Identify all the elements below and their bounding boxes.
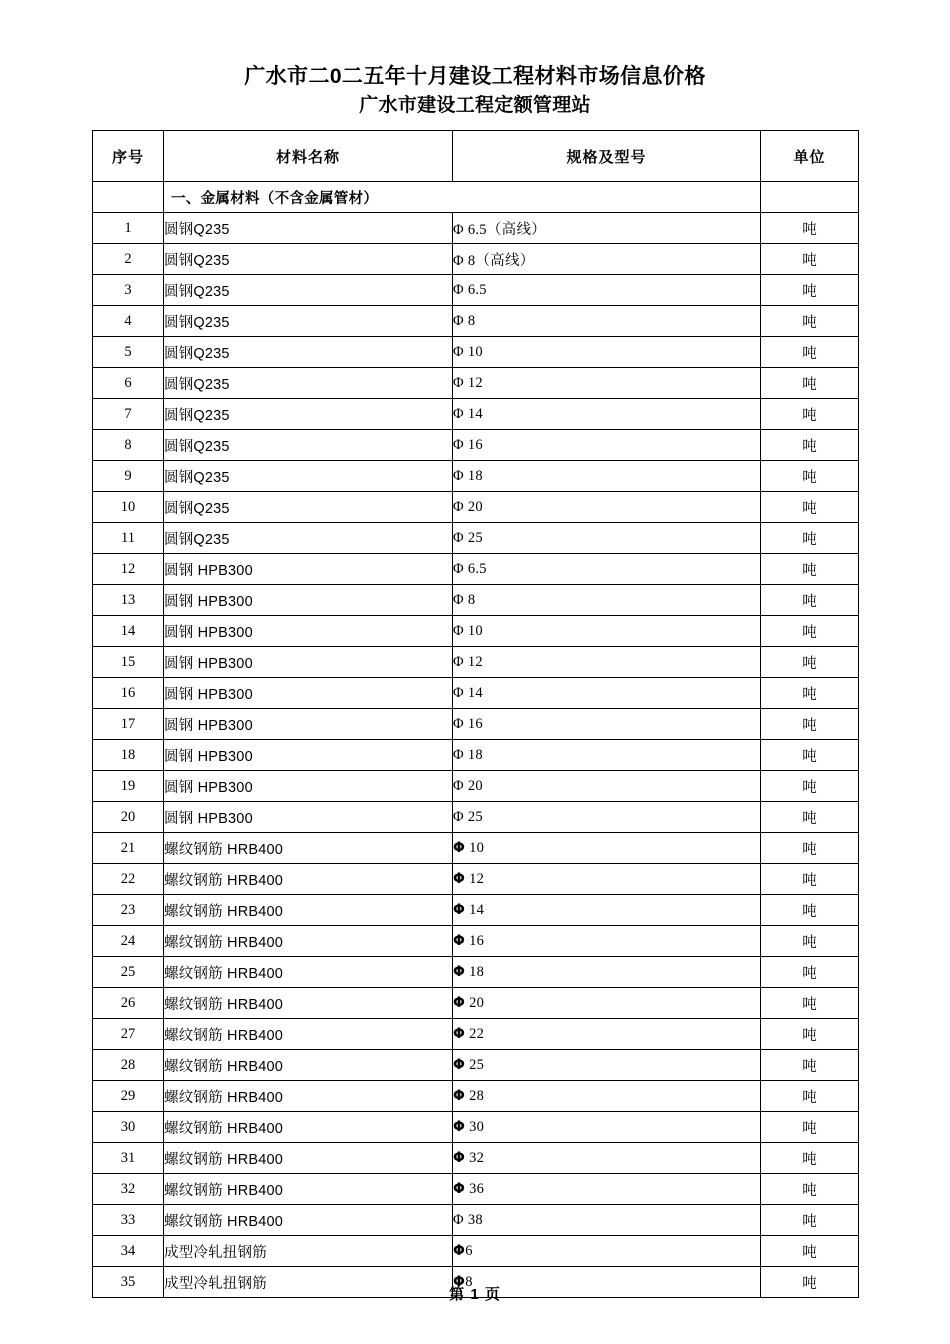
cell-row-number: 2 [93, 244, 164, 275]
cell-row-number: 3 [93, 275, 164, 306]
cell-specification [453, 1050, 761, 1081]
table-row [93, 554, 859, 585]
spec-value: 18 [465, 963, 485, 980]
cell-row-number: 35 [93, 1267, 164, 1298]
cell-unit: 吨 [761, 554, 859, 585]
phi-symbol: Φ [453, 1273, 466, 1290]
phi-symbol: Φ [453, 932, 466, 949]
cell-row-number: 5 [93, 337, 164, 368]
cell-row-number: 22 [93, 864, 164, 895]
spec-value: 36 [465, 1180, 485, 1197]
cell-unit: 吨 [761, 1267, 859, 1298]
table-row [93, 275, 859, 306]
cell-unit: 吨 [761, 523, 859, 554]
table-row [93, 585, 859, 616]
cell-unit: 吨 [761, 709, 859, 740]
cell-material-name: 圆钢Q235 [164, 337, 453, 368]
cell-material-name: 螺纹钢筋 HRB400 [164, 926, 453, 957]
cell-material-name: 圆钢Q235 [164, 523, 453, 554]
cell-material-name: 成型冷轧扭钢筋 [164, 1267, 453, 1298]
cell-specification [453, 1143, 761, 1174]
spec-value: 25 [465, 1056, 485, 1073]
section-title: 一、金属材料（不含金属管材） [164, 182, 761, 213]
cell-row-number: 17 [93, 709, 164, 740]
page-title: 广水市二0二五年十月建设工程材料市场信息价格 [244, 65, 706, 88]
cell-unit: 吨 [761, 740, 859, 771]
cell-specification: Φ 25 [453, 802, 761, 833]
price-table-container [92, 130, 858, 1298]
cell-material-name: 螺纹钢筋 HRB400 [164, 1205, 453, 1236]
phi-symbol: Φ [453, 1025, 466, 1042]
table-row [93, 678, 859, 709]
table-row [93, 1143, 859, 1174]
cell-specification: Φ 38 [453, 1205, 761, 1236]
table-row [93, 802, 859, 833]
cell-row-number: 1 [93, 213, 164, 244]
cell-specification: Φ 8（高线） [453, 244, 761, 275]
cell-unit: 吨 [761, 430, 859, 461]
cell-row-number: 10 [93, 492, 164, 523]
cell-unit: 吨 [761, 833, 859, 864]
cell-material-name: 成型冷轧扭钢筋 [164, 1236, 453, 1267]
cell-material-name: 螺纹钢筋 HRB400 [164, 1112, 453, 1143]
cell-material-name: 螺纹钢筋 HRB400 [164, 1143, 453, 1174]
cell-unit: 吨 [761, 1143, 859, 1174]
phi-symbol: Φ [453, 1056, 466, 1073]
table-row [93, 771, 859, 802]
cell-material-name: 圆钢 HPB300 [164, 616, 453, 647]
cell-specification: Φ 18 [453, 461, 761, 492]
cell-unit: 吨 [761, 616, 859, 647]
table-row [93, 1174, 859, 1205]
table-row [93, 492, 859, 523]
cell-row-number: 20 [93, 802, 164, 833]
column-header-unit: 单位 [761, 131, 859, 182]
cell-specification: Φ 6.5 [453, 554, 761, 585]
cell-unit: 吨 [761, 926, 859, 957]
cell-material-name: 圆钢Q235 [164, 492, 453, 523]
table-row [93, 523, 859, 554]
page-subtitle: 广水市建设工程定额管理站 [359, 95, 591, 116]
cell-material-name: 螺纹钢筋 HRB400 [164, 988, 453, 1019]
section-header-row [93, 182, 859, 213]
cell-row-number: 14 [93, 616, 164, 647]
spec-value: 6 [465, 1242, 473, 1259]
cell-specification: Φ 16 [453, 430, 761, 461]
cell-material-name: 圆钢Q235 [164, 430, 453, 461]
phi-symbol: Φ [453, 963, 466, 980]
cell-row-number: 33 [93, 1205, 164, 1236]
cell-row-number: 18 [93, 740, 164, 771]
table-row [93, 1112, 859, 1143]
cell-material-name: 圆钢Q235 [164, 368, 453, 399]
cell-unit: 吨 [761, 1174, 859, 1205]
cell-unit: 吨 [761, 678, 859, 709]
cell-unit: 吨 [761, 244, 859, 275]
cell-row-number: 30 [93, 1112, 164, 1143]
spec-value: 22 [465, 1025, 485, 1042]
cell-row-number: 19 [93, 771, 164, 802]
cell-specification [453, 957, 761, 988]
cell-specification: Φ 12 [453, 647, 761, 678]
spec-value: 12 [465, 870, 485, 887]
cell-row-number: 27 [93, 1019, 164, 1050]
table-row [93, 926, 859, 957]
cell-unit: 吨 [761, 895, 859, 926]
cell-unit: 吨 [761, 337, 859, 368]
table-row [93, 368, 859, 399]
table-row [93, 1081, 859, 1112]
table-row [93, 895, 859, 926]
cell-material-name: 圆钢Q235 [164, 244, 453, 275]
cell-specification [453, 1112, 761, 1143]
cell-unit: 吨 [761, 306, 859, 337]
cell-specification: Φ 18 [453, 740, 761, 771]
phi-symbol: Φ [453, 1242, 466, 1259]
cell-unit: 吨 [761, 275, 859, 306]
cell-material-name: 螺纹钢筋 HRB400 [164, 1019, 453, 1050]
spec-value: 20 [465, 994, 485, 1011]
cell-material-name: 螺纹钢筋 HRB400 [164, 833, 453, 864]
cell-specification [453, 988, 761, 1019]
table-row [93, 306, 859, 337]
table-row [93, 647, 859, 678]
cell-row-number: 26 [93, 988, 164, 1019]
cell-unit: 吨 [761, 957, 859, 988]
cell-material-name: 圆钢Q235 [164, 306, 453, 337]
cell-unit: 吨 [761, 988, 859, 1019]
cell-row-number: 4 [93, 306, 164, 337]
spec-value: 16 [465, 932, 485, 949]
cell-specification: Φ 6.5 [453, 275, 761, 306]
cell-material-name: 圆钢 HPB300 [164, 585, 453, 616]
cell-unit: 吨 [761, 368, 859, 399]
section-row-no-cell [93, 182, 164, 213]
cell-material-name: 圆钢 HPB300 [164, 740, 453, 771]
cell-specification: Φ 16 [453, 709, 761, 740]
cell-specification: Φ 10 [453, 337, 761, 368]
cell-material-name: 螺纹钢筋 HRB400 [164, 1081, 453, 1112]
cell-material-name: 螺纹钢筋 HRB400 [164, 895, 453, 926]
cell-specification: Φ 12 [453, 368, 761, 399]
cell-specification [453, 1174, 761, 1205]
cell-row-number: 12 [93, 554, 164, 585]
cell-specification: Φ 14 [453, 678, 761, 709]
cell-material-name: 圆钢 HPB300 [164, 802, 453, 833]
cell-row-number: 31 [93, 1143, 164, 1174]
cell-row-number: 24 [93, 926, 164, 957]
cell-row-number: 13 [93, 585, 164, 616]
table-row [93, 864, 859, 895]
cell-specification: Φ 10 [453, 616, 761, 647]
cell-specification [453, 895, 761, 926]
cell-row-number: 15 [93, 647, 164, 678]
material-price-table [92, 130, 859, 1298]
cell-row-number: 29 [93, 1081, 164, 1112]
table-row [93, 1050, 859, 1081]
cell-material-name: 圆钢 HPB300 [164, 771, 453, 802]
table-row [93, 833, 859, 864]
column-header-spec: 规格及型号 [453, 131, 761, 182]
cell-unit: 吨 [761, 213, 859, 244]
phi-symbol: Φ [453, 1087, 466, 1104]
table-row [93, 957, 859, 988]
cell-unit: 吨 [761, 1019, 859, 1050]
column-header-name: 材料名称 [164, 131, 453, 182]
table-row [93, 213, 859, 244]
cell-unit: 吨 [761, 864, 859, 895]
cell-material-name: 螺纹钢筋 HRB400 [164, 957, 453, 988]
phi-symbol: Φ [453, 1149, 466, 1166]
cell-specification: Φ 25 [453, 523, 761, 554]
cell-specification [453, 926, 761, 957]
column-header-no: 序号 [93, 131, 164, 182]
page-footer: 第 1 页 [449, 1286, 501, 1303]
cell-unit: 吨 [761, 1205, 859, 1236]
spec-value: 28 [465, 1087, 485, 1104]
cell-specification: Φ 14 [453, 399, 761, 430]
cell-material-name: 圆钢Q235 [164, 399, 453, 430]
spec-value: 8 [465, 1273, 473, 1290]
table-row [93, 430, 859, 461]
cell-material-name: 圆钢 HPB300 [164, 647, 453, 678]
cell-specification: Φ 8 [453, 306, 761, 337]
section-row-unit-cell [761, 182, 859, 213]
table-row [93, 616, 859, 647]
spec-value: 32 [465, 1149, 485, 1166]
cell-row-number: 23 [93, 895, 164, 926]
cell-specification [453, 1081, 761, 1112]
cell-unit: 吨 [761, 461, 859, 492]
title-block [92, 62, 858, 119]
table-row [93, 399, 859, 430]
table-row [93, 337, 859, 368]
cell-material-name: 螺纹钢筋 HRB400 [164, 864, 453, 895]
phi-symbol: Φ [453, 839, 466, 856]
phi-symbol: Φ [453, 870, 466, 887]
cell-unit: 吨 [761, 492, 859, 523]
spec-value: 10 [465, 839, 485, 856]
phi-symbol: Φ [453, 901, 466, 918]
cell-unit: 吨 [761, 771, 859, 802]
cell-specification: Φ 6.5（高线） [453, 213, 761, 244]
cell-row-number: 25 [93, 957, 164, 988]
cell-row-number: 16 [93, 678, 164, 709]
spec-value: 14 [465, 901, 485, 918]
table-row [93, 740, 859, 771]
cell-unit: 吨 [761, 1050, 859, 1081]
cell-row-number: 11 [93, 523, 164, 554]
cell-specification: Φ 20 [453, 771, 761, 802]
cell-material-name: 圆钢Q235 [164, 275, 453, 306]
cell-material-name: 螺纹钢筋 HRB400 [164, 1174, 453, 1205]
table-row [93, 709, 859, 740]
spec-value: 30 [465, 1118, 485, 1135]
cell-row-number: 9 [93, 461, 164, 492]
cell-unit: 吨 [761, 585, 859, 616]
phi-symbol: Φ [453, 1180, 466, 1197]
cell-unit: 吨 [761, 647, 859, 678]
cell-material-name: 圆钢 HPB300 [164, 678, 453, 709]
cell-row-number: 28 [93, 1050, 164, 1081]
cell-specification [453, 1019, 761, 1050]
table-row [93, 244, 859, 275]
cell-material-name: 螺纹钢筋 HRB400 [164, 1050, 453, 1081]
cell-specification [453, 833, 761, 864]
cell-specification [453, 1236, 761, 1267]
cell-specification: Φ 8 [453, 585, 761, 616]
table-row [93, 1236, 859, 1267]
cell-material-name: 圆钢 HPB300 [164, 554, 453, 585]
cell-unit: 吨 [761, 802, 859, 833]
cell-material-name: 圆钢 HPB300 [164, 709, 453, 740]
cell-specification [453, 864, 761, 895]
cell-row-number: 8 [93, 430, 164, 461]
cell-unit: 吨 [761, 1112, 859, 1143]
cell-material-name: 圆钢Q235 [164, 213, 453, 244]
cell-row-number: 7 [93, 399, 164, 430]
table-row [93, 1019, 859, 1050]
cell-specification: Φ 20 [453, 492, 761, 523]
phi-symbol: Φ [453, 1118, 466, 1135]
cell-unit: 吨 [761, 1236, 859, 1267]
phi-symbol: Φ [453, 994, 466, 1011]
cell-unit: 吨 [761, 399, 859, 430]
cell-material-name: 圆钢Q235 [164, 461, 453, 492]
table-row [93, 1205, 859, 1236]
cell-row-number: 6 [93, 368, 164, 399]
table-row [93, 461, 859, 492]
cell-row-number: 32 [93, 1174, 164, 1205]
cell-unit: 吨 [761, 1081, 859, 1112]
cell-row-number: 21 [93, 833, 164, 864]
table-header-row [93, 131, 859, 182]
cell-row-number: 34 [93, 1236, 164, 1267]
table-row [93, 988, 859, 1019]
